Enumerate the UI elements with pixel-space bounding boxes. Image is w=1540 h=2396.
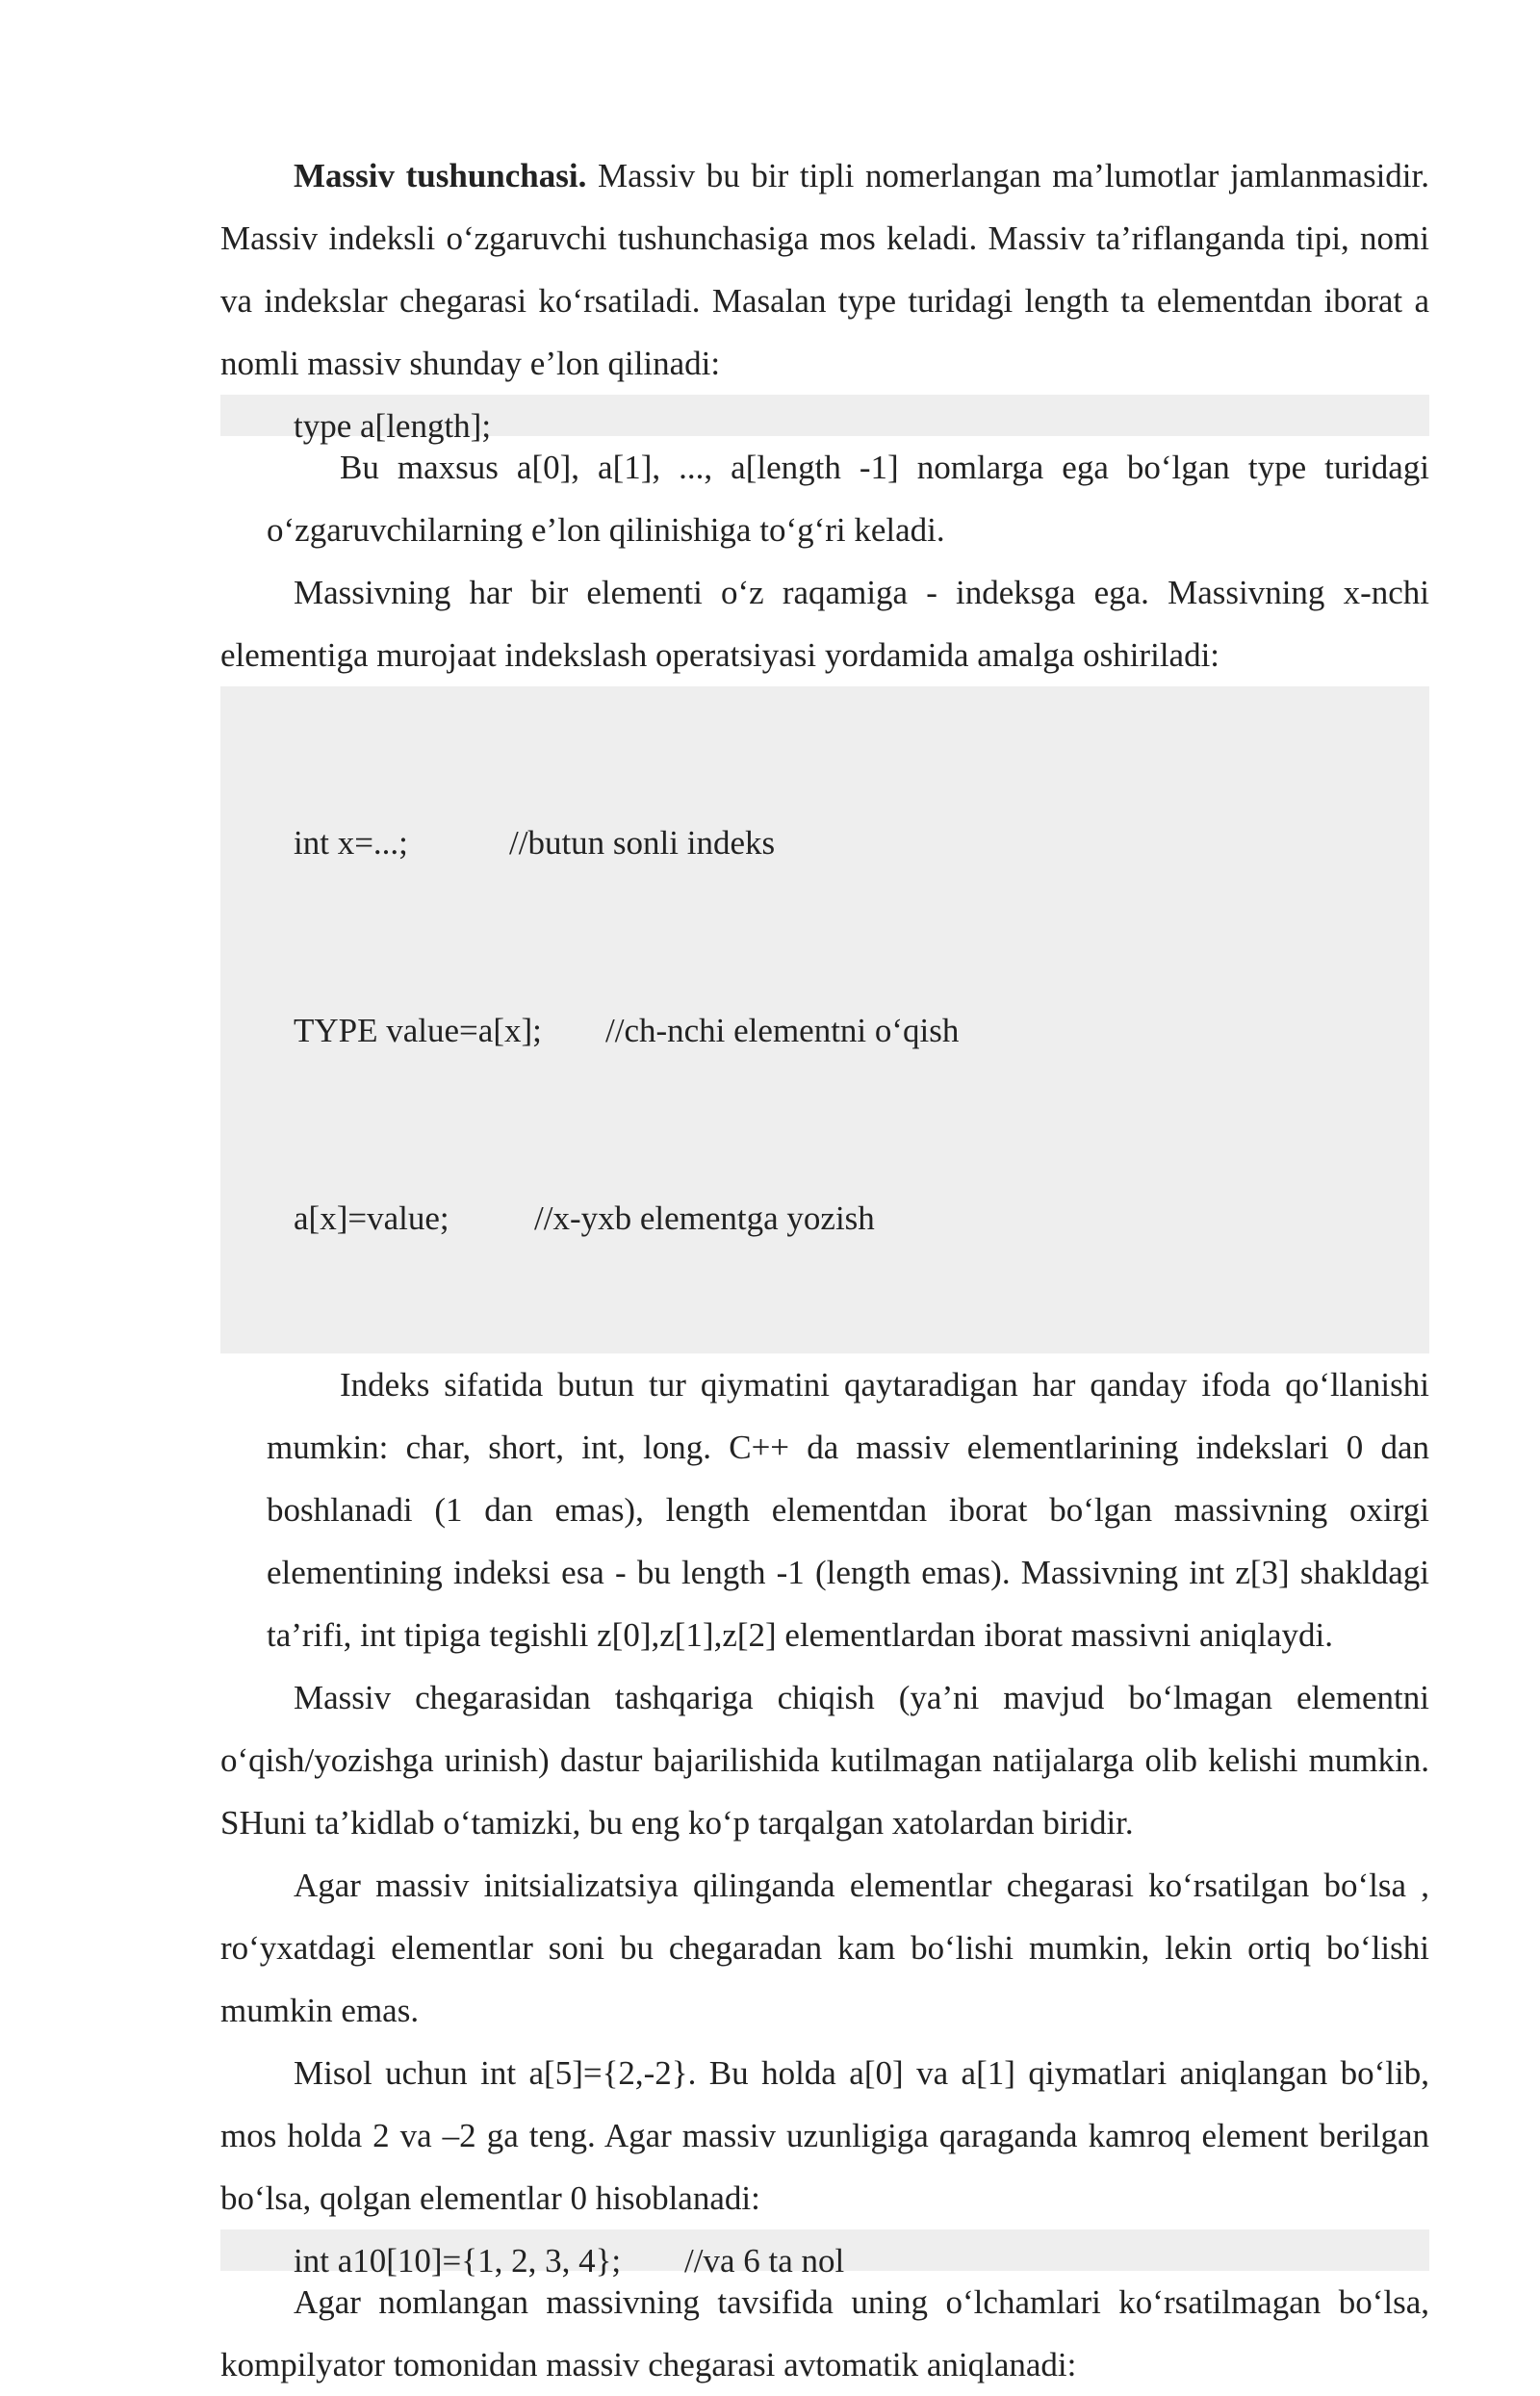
code-text: int x=...; — [294, 824, 408, 862]
paragraph-auto-size: Agar nomlangan massivning tavsifida uning o‘lchamlari ko‘rsatilmagan bo‘lsa, kompilyator tomonidan massiv chegarasi avtomatik aniqlanadi: — [220, 2283, 1429, 2383]
code-comment: //x-yxb elementga yozish — [534, 1199, 875, 1237]
code-line-declaration — [220, 395, 1429, 445]
code-text: TYPE value=a[x]; — [294, 1012, 542, 1049]
code-line — [294, 1187, 1429, 1237]
paragraph-bounds-error: Massiv chegarasidan tashqariga chiqish (ya’ni mavjud bo‘lmagan elementni o‘qish/yozishga urinish) dastur bajarilishida kutilmagan natijalarga olib kelishi mumkin. SHuni ta’kidlab o‘tamizki, bu eng ko‘p tarqalgan xatolardan biridir. — [220, 1679, 1429, 1842]
paragraph-initialization: Agar massiv initsializatsiya qilinganda elementlar chegarasi ko‘rsatilgan bo‘lsa , ro‘yxatdagi elementlar soni bu chegaradan kam bo‘lishi mumkin, lekin ortiq bo‘lishi mumkin emas. — [220, 1867, 1429, 2029]
code-comment: //ch-nchi elementni o‘qish — [605, 1012, 960, 1049]
page-text — [220, 144, 1429, 2396]
code-comment: //butun sonli indeks — [509, 824, 776, 862]
paragraph-text: Massiv bu bir tipli nomerlangan ma’lumotlar jamlanmasidir. Massiv indeksli o‘zgaruvchi tushunchasiga mos keladi. Massiv ta’riflanganda tipi, nomi va indekslar chegarasi ko‘rsatiladi. Masalan type turidagi length ta elementdan iborat a nomli massiv shunday e’lon qilinadi: — [220, 157, 1429, 382]
code-text: type a[length]; — [294, 407, 492, 445]
code-line — [294, 999, 1429, 1062]
code-text: a[x]=value; — [294, 1199, 449, 1237]
code-comment: //va 6 ta nol — [684, 2242, 845, 2280]
code-block-access — [220, 686, 1429, 1353]
paragraph-index-types: Indeks sifatida butun tur qiymatini qaytaradigan har qanday ifoda qo‘llanishi mumkin: char, short, int, long. C++ da massiv elementlarining indekslari 0 dan boshlanadi (1 dan emas), length elementdan iborat bo‘lgan massivning oxirgi elementining indeksi esa - bu length -1 (length emas). Massivning int z[3] shakldagi ta’rifi, int tipiga tegishli z[0],z[1],z[2] elementlardan iborat massivni aniqlaydi. — [267, 1366, 1429, 1654]
code-line — [294, 812, 1429, 874]
paragraph-massiv-definition — [220, 144, 1429, 395]
paragraph-example: Misol uchun int a[5]={2,-2}. Bu holda a[0] va a[1] qiymatlari aniqlangan bo‘lib, mos holda 2 va –2 ga teng. Agar massiv uzunligiga qaraganda kamroq element berilgan bo‘lsa, qolgan elementlar 0 hisoblanadi: — [220, 2054, 1429, 2217]
term-heading: Massiv tushunchasi. — [294, 157, 587, 194]
code-line-init — [220, 2229, 1429, 2280]
code-text: int a10[10]={1, 2, 3, 4}; — [294, 2242, 622, 2280]
paragraph-element-names: Bu maxsus a[0], a[1], ..., a[length -1] nomlarga ega bo‘lgan type turidagi o‘zgaruvchilarning e’lon qilinishiga to‘g‘ri keladi. — [267, 449, 1429, 549]
paragraph-indexing: Massivning har bir elementi o‘z raqamiga - indeksga ega. Massivning x-nchi elementiga murojaat indekslash operatsiyasi yordamida amalga oshiriladi: — [220, 574, 1429, 674]
